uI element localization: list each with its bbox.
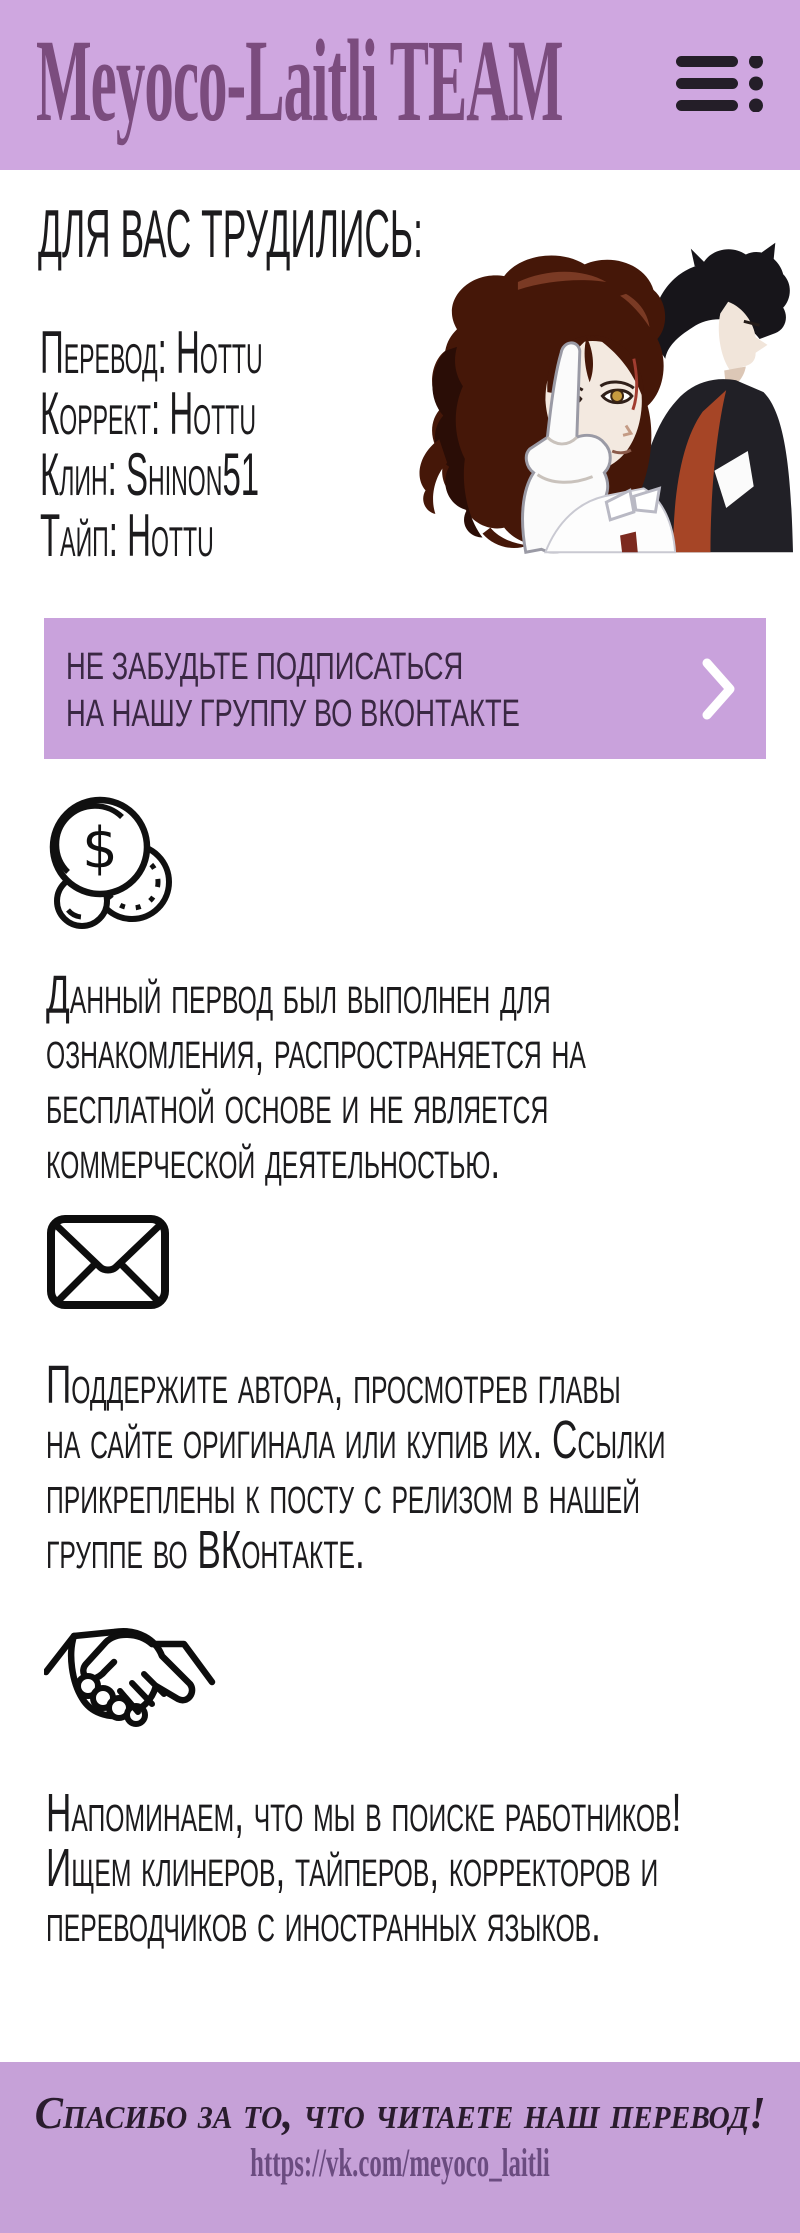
manga-characters-image [400, 240, 793, 555]
paragraph-line: Ищем клинеров, тайперов, корректоров и [46, 1838, 659, 1898]
paragraph-line: ознакомления, распространяется на [46, 1020, 586, 1080]
list-menu-icon [676, 56, 764, 112]
subscribe-banner-button[interactable] [44, 618, 766, 759]
svg-text:$: $ [82, 816, 118, 881]
paragraph-line: на сайте оригинала или купив их. Ссылки [46, 1410, 666, 1470]
paragraph-line: переводчиков с иностранных языков. [46, 1893, 601, 1953]
worked-heading: ДЛЯ ВАС ТРУДИЛИСЬ: [38, 196, 423, 272]
menu-button[interactable] [676, 56, 764, 112]
paragraph-line: Напоминаем, что мы в поиске работников! [46, 1783, 682, 1843]
credit-typeset: Тайп: Hottu [40, 502, 214, 569]
credit-translation: Перевод: Hottu [40, 319, 263, 386]
team-title: Meyoco-Laitli TEAM [36, 15, 563, 146]
dollar-coins-icon [42, 796, 174, 930]
chevron-right-icon [702, 658, 736, 720]
disclaimer-paragraph [46, 965, 586, 1190]
handshake-icon [44, 1620, 216, 1738]
banner-line: НА НАШУ ГРУППУ ВО ВКОНТАКТЕ [66, 693, 520, 735]
paragraph-line: Данный первод был выполнен для [46, 965, 551, 1025]
paragraph-line: бесплатной основе и не является [46, 1075, 549, 1135]
thanks-message: Спасибо за то, что читаете наш перевод! [34, 2087, 766, 2138]
recruitment-paragraph [46, 1783, 682, 1953]
subscribe-banner-text [66, 644, 520, 738]
envelope-icon [46, 1214, 170, 1310]
paragraph-line: Поддержите автора, просмотрев главы [46, 1355, 621, 1415]
paragraph-line: группе во ВКонтакте. [46, 1520, 365, 1580]
credits-list [40, 319, 263, 569]
banner-line: НЕ ЗАБУДЬТЕ ПОДПИСАТЬСЯ [66, 646, 464, 688]
paragraph-line: коммерческой деятельностью. [46, 1130, 501, 1190]
header-bar [0, 0, 800, 170]
credit-clean: Клин: Shinon51 [40, 441, 260, 508]
support-author-paragraph [46, 1355, 666, 1580]
credit-correction: Коррект: Hottu [40, 380, 257, 447]
vk-group-link[interactable]: https://vk.com/meyoco_laitli [250, 2140, 550, 2185]
characters-illustration [400, 240, 793, 555]
paragraph-line: прикреплены к посту с релизом в нашей [46, 1465, 640, 1525]
footer-bar [0, 2062, 800, 2233]
